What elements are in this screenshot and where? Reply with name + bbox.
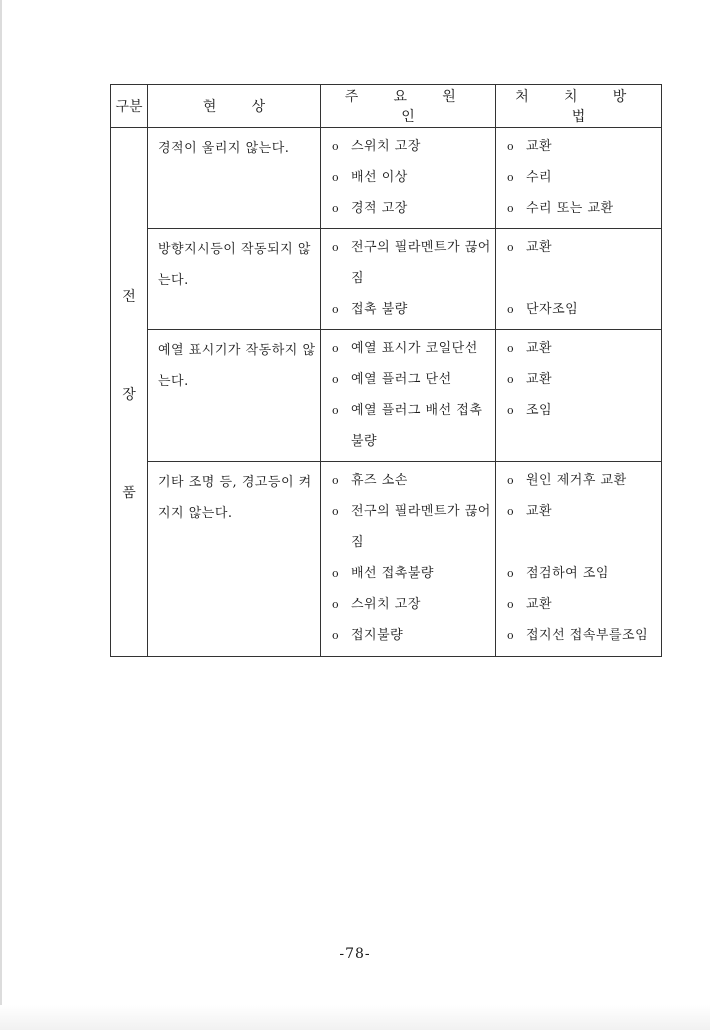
list-item: o 예열 플러그 단선: [332, 372, 452, 387]
list-item: o 예열 플러그 배선 접촉불량: [332, 403, 483, 449]
list-item: o 조임: [507, 403, 553, 418]
table-row: [111, 462, 662, 657]
list-item: o 휴즈 소손: [332, 473, 408, 488]
action-cell: [496, 229, 662, 330]
list-item: o 전구의 필라멘트가 끊어짐: [332, 240, 491, 286]
category-char: 장: [122, 387, 136, 403]
list-item: o 교환: [507, 341, 553, 356]
list-item: o 수리 또는 교환: [507, 201, 614, 216]
list-item: o 전구의 필라멘트가 끊어짐: [332, 504, 491, 550]
header-category: 구분: [111, 85, 148, 128]
symptom-cell: 방향지시등이 작동되지 않는다.: [148, 229, 321, 330]
header-row: [111, 85, 662, 128]
list-item: o 교환: [507, 597, 553, 612]
page-edge: [0, 0, 2, 1030]
list-item: o 스위치 고장: [332, 597, 421, 612]
scan-bottom-edge: [0, 1005, 710, 1030]
table-row: [111, 229, 662, 330]
action-cell: [496, 462, 662, 657]
symptom-cell: 기타 조명 등, 경고등이 켜지지 않는다.: [148, 462, 321, 657]
list-item: o 교환: [507, 504, 553, 519]
symptom-cell: 예열 표시기가 작동하지 않는다.: [148, 330, 321, 462]
cause-cell: [321, 229, 496, 330]
category-char: 품: [122, 485, 136, 501]
list-item: o 점검하여 조임: [507, 566, 609, 581]
header-action: 처 치 방 법: [496, 85, 662, 128]
header-symptom: 현 상: [148, 85, 321, 128]
table-row: [111, 330, 662, 462]
list-item: o 예열 표시가 코일단선: [332, 341, 478, 356]
list-item: o 원인 제거후 교환: [507, 473, 627, 488]
category-cell: [111, 128, 148, 657]
category-char: 전: [122, 289, 136, 305]
page-number: -78-: [339, 946, 371, 962]
action-cell: [496, 330, 662, 462]
cause-cell: [321, 462, 496, 657]
list-item: o 접촉 불량: [332, 302, 408, 317]
troubleshooting-table: [110, 84, 662, 657]
list-item: o 배선 이상: [332, 170, 408, 185]
list-item: o 단자조임: [507, 302, 579, 317]
table-row: [111, 128, 662, 229]
list-item: o 스위치 고장: [332, 139, 421, 154]
list-item: o 접지선 접속부를조임: [507, 628, 649, 643]
list-item: o 경적 고장: [332, 201, 408, 216]
cause-cell: [321, 128, 496, 229]
list-item: o 교환: [507, 240, 553, 255]
header-cause: 주 요 원 인: [321, 85, 496, 128]
action-cell: [496, 128, 662, 229]
symptom-cell: 경적이 울리지 않는다.: [148, 128, 321, 229]
list-item: o 접지불량: [332, 628, 404, 643]
cause-cell: [321, 330, 496, 462]
list-item: o 배선 접촉불량: [332, 566, 434, 581]
list-item: o 수리: [507, 170, 553, 185]
list-item: o 교환: [507, 139, 553, 154]
list-item: o 교환: [507, 372, 553, 387]
